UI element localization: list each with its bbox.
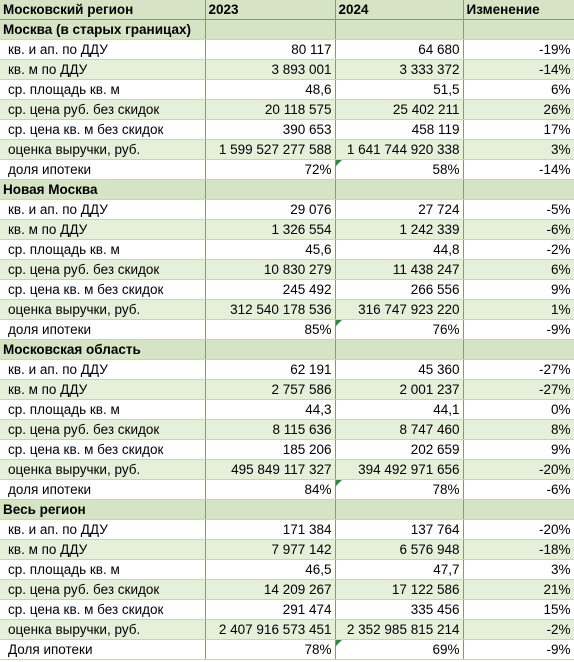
value-2023-cell[interactable]: 78% — [205, 640, 335, 660]
row-label-cell[interactable]: ср. цена кв. м без скидок — [0, 280, 205, 300]
row-label-cell[interactable]: оценка выручки, руб. — [0, 140, 205, 160]
table-row — [0, 580, 574, 600]
group-empty-cell[interactable] — [463, 500, 574, 520]
table-row — [0, 480, 574, 500]
value-2023-cell[interactable]: 46,5 — [205, 560, 335, 580]
row-label-cell[interactable]: ср. цена кв. м без скидок — [0, 120, 205, 140]
table-row — [0, 40, 574, 60]
row-label-cell[interactable]: кв. м по ДДУ — [0, 540, 205, 560]
table-row — [0, 120, 574, 140]
row-label-cell[interactable]: ср. цена кв. м без скидок — [0, 600, 205, 620]
value-2023-cell[interactable]: 48,6 — [205, 80, 335, 100]
value-2023-cell[interactable]: 390 653 — [205, 120, 335, 140]
row-label-cell[interactable]: ср. цена руб. без скидок — [0, 420, 205, 440]
group-empty-cell[interactable] — [205, 20, 335, 40]
row-label-cell[interactable]: оценка выручки, руб. — [0, 460, 205, 480]
value-2024-cell[interactable]: 44,1 — [335, 400, 463, 420]
change-cell[interactable]: -20% — [463, 460, 574, 480]
row-label-cell[interactable]: кв. и ап. по ДДУ — [0, 40, 205, 60]
value-2023-cell[interactable]: 85% — [205, 320, 335, 340]
change-cell[interactable]: -6% — [463, 220, 574, 240]
table-row — [0, 640, 574, 660]
value-2024-cell[interactable]: 316 747 923 220 — [335, 300, 463, 320]
change-cell[interactable]: 8% — [463, 420, 574, 440]
row-label-cell[interactable]: оценка выручки, руб. — [0, 620, 205, 640]
change-cell[interactable]: -6% — [463, 480, 574, 500]
header-cell-region[interactable]: Московский регион — [0, 0, 205, 20]
table-row — [0, 540, 574, 560]
table-row — [0, 620, 574, 640]
group-empty-cell[interactable] — [463, 20, 574, 40]
value-2024-cell[interactable]: 11 438 247 — [335, 260, 463, 280]
value-2023-cell[interactable]: 62 191 — [205, 360, 335, 380]
table-row — [0, 100, 574, 120]
change-cell[interactable]: 15% — [463, 600, 574, 620]
value-2024-cell[interactable]: 78% — [335, 480, 463, 500]
row-label-cell[interactable]: кв. и ап. по ДДУ — [0, 360, 205, 380]
value-2024-cell[interactable]: 27 724 — [335, 200, 463, 220]
group-empty-cell[interactable] — [463, 180, 574, 200]
row-label-cell[interactable]: ср. площадь кв. м — [0, 560, 205, 580]
header-cell-2023[interactable]: 2023 — [205, 0, 335, 20]
value-2023-cell[interactable]: 14 209 267 — [205, 580, 335, 600]
value-2023-cell[interactable]: 245 492 — [205, 280, 335, 300]
value-2024-cell[interactable]: 1 641 744 920 338 — [335, 140, 463, 160]
change-cell[interactable]: -27% — [463, 380, 574, 400]
value-2024-cell[interactable]: 266 556 — [335, 280, 463, 300]
change-cell[interactable]: -9% — [463, 320, 574, 340]
value-2024-cell[interactable]: 137 764 — [335, 520, 463, 540]
table-row — [0, 260, 574, 280]
value-2023-cell[interactable]: 8 115 636 — [205, 420, 335, 440]
value-2024-cell[interactable]: 1 242 339 — [335, 220, 463, 240]
value-2024-cell[interactable]: 8 747 460 — [335, 420, 463, 440]
value-2023-cell[interactable]: 80 117 — [205, 40, 335, 60]
row-label-cell[interactable]: доля ипотеки — [0, 160, 205, 180]
group-title-cell[interactable]: Новая Москва — [0, 180, 205, 200]
change-cell[interactable]: -18% — [463, 540, 574, 560]
value-2023-cell[interactable]: 1 326 554 — [205, 220, 335, 240]
value-2024-cell[interactable]: 51,5 — [335, 80, 463, 100]
row-label-cell[interactable]: ср. цена руб. без скидок — [0, 100, 205, 120]
row-label-cell[interactable]: ср. цена руб. без скидок — [0, 260, 205, 280]
change-cell[interactable]: 9% — [463, 440, 574, 460]
group-header-row — [0, 500, 574, 520]
row-label-cell[interactable]: ср. цена руб. без скидок — [0, 580, 205, 600]
group-empty-cell[interactable] — [205, 500, 335, 520]
group-empty-cell[interactable] — [463, 340, 574, 360]
value-2023-cell[interactable]: 45,6 — [205, 240, 335, 260]
row-label-cell[interactable]: Доля ипотеки — [0, 640, 205, 660]
row-label-cell[interactable]: кв. и ап. по ДДУ — [0, 520, 205, 540]
change-cell[interactable]: -20% — [463, 520, 574, 540]
value-2024-cell[interactable]: 45 360 — [335, 360, 463, 380]
change-cell[interactable]: 26% — [463, 100, 574, 120]
change-cell[interactable]: -19% — [463, 40, 574, 60]
group-empty-cell[interactable] — [335, 500, 463, 520]
header-cell-change[interactable]: Изменение — [463, 0, 574, 20]
table-row — [0, 160, 574, 180]
value-2023-cell[interactable]: 84% — [205, 480, 335, 500]
change-cell[interactable]: -5% — [463, 200, 574, 220]
group-empty-cell[interactable] — [335, 340, 463, 360]
group-empty-cell[interactable] — [205, 180, 335, 200]
change-cell[interactable]: 6% — [463, 260, 574, 280]
value-2024-cell[interactable]: 335 456 — [335, 600, 463, 620]
table-row — [0, 520, 574, 540]
group-empty-cell[interactable] — [205, 340, 335, 360]
value-2023-cell[interactable]: 171 384 — [205, 520, 335, 540]
change-cell[interactable]: 6% — [463, 80, 574, 100]
table-row — [0, 280, 574, 300]
group-header-row — [0, 340, 574, 360]
group-title-cell[interactable]: Москва (в старых границах) — [0, 20, 205, 40]
table-row — [0, 380, 574, 400]
group-title-cell[interactable]: Весь регион — [0, 500, 205, 520]
row-label-cell[interactable]: ср. площадь кв. м — [0, 240, 205, 260]
change-cell[interactable]: -14% — [463, 60, 574, 80]
change-cell[interactable]: 21% — [463, 580, 574, 600]
value-2024-cell[interactable]: 458 119 — [335, 120, 463, 140]
table-row — [0, 300, 574, 320]
change-cell[interactable]: 0% — [463, 400, 574, 420]
row-label-cell[interactable]: ср. площадь кв. м — [0, 80, 205, 100]
table-row — [0, 600, 574, 620]
table-row — [0, 200, 574, 220]
group-header-row — [0, 20, 574, 40]
table-row — [0, 460, 574, 480]
value-2023-cell[interactable]: 2 407 916 573 451 — [205, 620, 335, 640]
value-2023-cell[interactable]: 291 474 — [205, 600, 335, 620]
row-label-cell[interactable]: ср. площадь кв. м — [0, 400, 205, 420]
value-2023-cell[interactable]: 312 540 178 536 — [205, 300, 335, 320]
group-empty-cell[interactable] — [335, 180, 463, 200]
value-2024-cell[interactable]: 25 402 211 — [335, 100, 463, 120]
value-2023-cell[interactable]: 3 893 001 — [205, 60, 335, 80]
group-empty-cell[interactable] — [335, 20, 463, 40]
value-2024-cell[interactable]: 202 659 — [335, 440, 463, 460]
group-header-row — [0, 180, 574, 200]
change-cell[interactable]: -2% — [463, 620, 574, 640]
row-label-cell[interactable]: ср. цена кв. м без скидок — [0, 440, 205, 460]
value-2024-cell[interactable]: 44,8 — [335, 240, 463, 260]
table-row — [0, 420, 574, 440]
header-row — [0, 0, 574, 20]
value-2023-cell[interactable]: 185 206 — [205, 440, 335, 460]
change-cell[interactable]: -9% — [463, 640, 574, 660]
value-2023-cell[interactable]: 10 830 279 — [205, 260, 335, 280]
value-2023-cell[interactable]: 495 849 117 327 — [205, 460, 335, 480]
value-2023-cell[interactable]: 72% — [205, 160, 335, 180]
row-label-cell[interactable]: кв. м по ДДУ — [0, 380, 205, 400]
value-2024-cell[interactable]: 394 492 971 656 — [335, 460, 463, 480]
header-cell-2024[interactable]: 2024 — [335, 0, 463, 20]
row-label-cell[interactable]: кв. м по ДДУ — [0, 60, 205, 80]
change-cell[interactable]: 3% — [463, 140, 574, 160]
table-row — [0, 320, 574, 340]
table-row — [0, 60, 574, 80]
table-row — [0, 400, 574, 420]
value-2024-cell[interactable]: 76% — [335, 320, 463, 340]
value-2024-cell[interactable]: 17 122 586 — [335, 580, 463, 600]
value-2023-cell[interactable]: 1 599 527 277 588 — [205, 140, 335, 160]
change-cell[interactable]: -14% — [463, 160, 574, 180]
value-2023-cell[interactable]: 29 076 — [205, 200, 335, 220]
value-2024-cell[interactable]: 6 576 948 — [335, 540, 463, 560]
table-row — [0, 140, 574, 160]
table-row — [0, 440, 574, 460]
row-label-cell[interactable]: доля ипотеки — [0, 480, 205, 500]
row-label-cell[interactable]: доля ипотеки — [0, 320, 205, 340]
value-2024-cell[interactable]: 58% — [335, 160, 463, 180]
change-cell[interactable]: 9% — [463, 280, 574, 300]
table-row — [0, 560, 574, 580]
table-row — [0, 360, 574, 380]
value-2023-cell[interactable]: 2 757 586 — [205, 380, 335, 400]
group-title-cell[interactable]: Московская область — [0, 340, 205, 360]
value-2023-cell[interactable]: 44,3 — [205, 400, 335, 420]
value-2024-cell[interactable]: 69% — [335, 640, 463, 660]
change-cell[interactable]: -27% — [463, 360, 574, 380]
value-2024-cell[interactable]: 2 001 237 — [335, 380, 463, 400]
row-label-cell[interactable]: кв. м по ДДУ — [0, 220, 205, 240]
value-2023-cell[interactable]: 7 977 142 — [205, 540, 335, 560]
change-cell[interactable]: 3% — [463, 560, 574, 580]
value-2024-cell[interactable]: 3 333 372 — [335, 60, 463, 80]
change-cell[interactable]: 17% — [463, 120, 574, 140]
table-row — [0, 80, 574, 100]
value-2024-cell[interactable]: 2 352 985 815 214 — [335, 620, 463, 640]
row-label-cell[interactable]: оценка выручки, руб. — [0, 300, 205, 320]
value-2024-cell[interactable]: 64 680 — [335, 40, 463, 60]
table-row — [0, 240, 574, 260]
row-label-cell[interactable]: кв. и ап. по ДДУ — [0, 200, 205, 220]
table-row — [0, 220, 574, 240]
value-2024-cell[interactable]: 47,7 — [335, 560, 463, 580]
value-2023-cell[interactable]: 20 118 575 — [205, 100, 335, 120]
change-cell[interactable]: 1% — [463, 300, 574, 320]
change-cell[interactable]: -2% — [463, 240, 574, 260]
